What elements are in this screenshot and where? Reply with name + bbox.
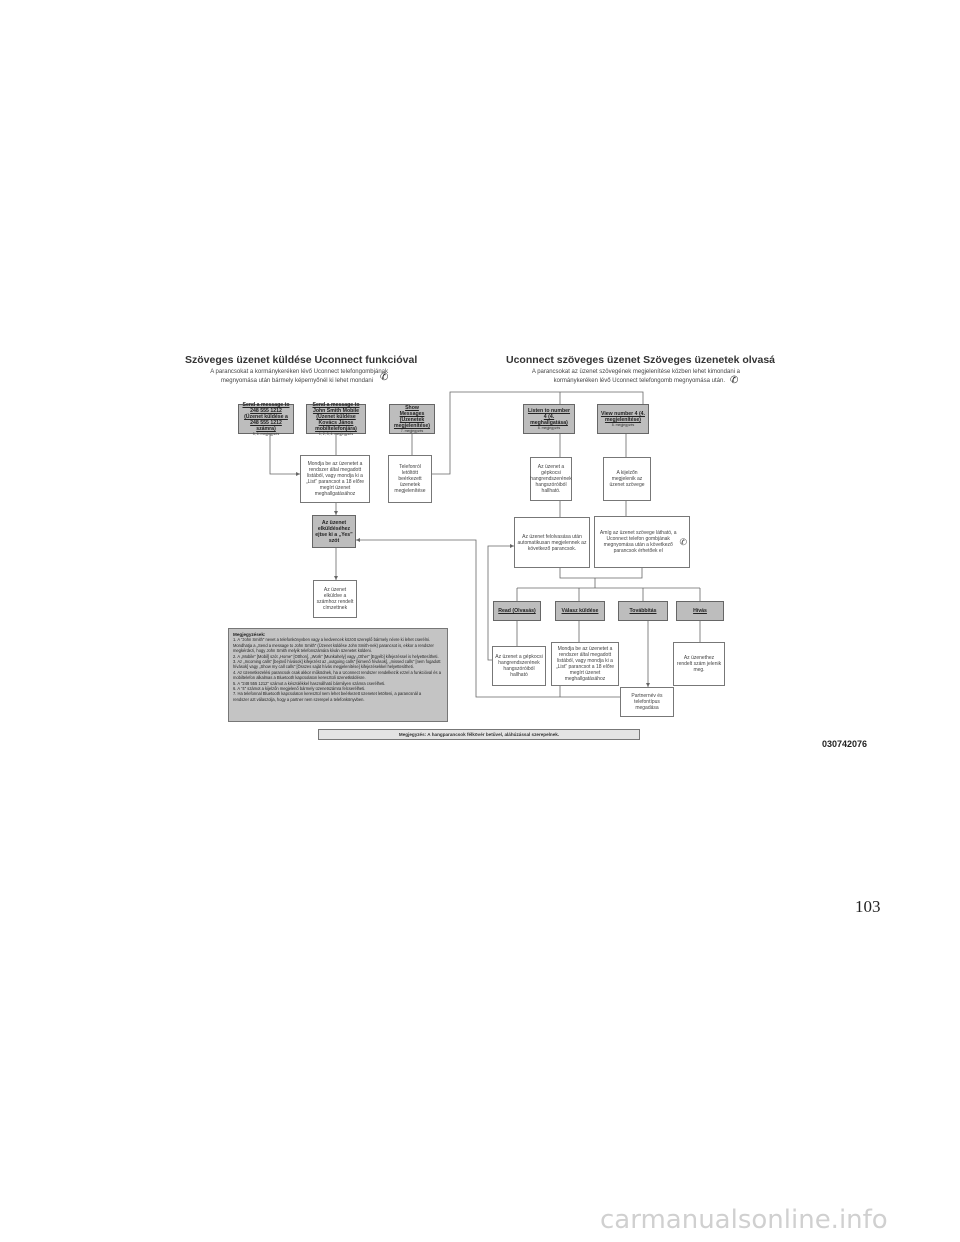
- cmd-view-4-note: 8. megjegyzés: [611, 423, 635, 427]
- cmd-send-number: [238, 404, 294, 434]
- box-call-result: Az üzenethez rendelt szám jelenik meg.: [673, 642, 725, 686]
- cmd-show-messages-label: Show Messages (Üzenetek megjelenítése): [393, 405, 431, 429]
- box-partner: Partnernév és telefontípus megadása: [620, 687, 674, 717]
- box-while-shown: [594, 516, 690, 568]
- left-subtitle-2: megnyomása után bármely képernyőnél ki lehet mondani: [220, 378, 373, 384]
- cmd-call: Hívás: [676, 601, 724, 621]
- box-read-result: Az üzenet a gépkocsi hangrendszerének hangszóróiból hallható: [492, 646, 546, 686]
- box-reply-result: Mondja be az üzenetet a rendszer által megadott listából, vagy mondja ki a „List” parancsot a 18 előre megírt üzenet meghallgatásához: [551, 642, 619, 686]
- note-line: 3. Az „Incoming calls” [bejövő hívások] kifejezést az „outgoing calls” [kimenő hívások], „missed calls” [nem fogadott: [233, 659, 441, 665]
- cmd-forward: Továbbítás: [618, 601, 668, 621]
- box-confirm: Az üzenet elküldéséhez ejtse ki a „Yes” szót: [312, 515, 356, 548]
- cmd-listen-4-note: 8. megjegyzés: [537, 426, 561, 430]
- note-line: 6. A "4" számot a kijelzőn megjelenő bármely üzenetszámra felcserélheti.: [233, 686, 366, 692]
- box-while-shown-text: Amíg az üzenet szövege látható, a Uconnect telefon gombjának megnyomása után a következő parancsok érhetőek el: [599, 530, 677, 554]
- note-line: hívások] vagy „Show my call calls” [Összes saját hívás megjelenítése] kifejezésekkel helyettesítheti.: [233, 664, 414, 670]
- note-line: 7. Ha telefonnal Bluetooth kapcsolaton keresztül nem lehet beérkezett üzenetet letölteni, a parancsnál a: [233, 691, 422, 697]
- cmd-show-messages-note: 7. megjegyzés: [400, 429, 424, 433]
- right-subtitle-2: kormánykeréken lévő Uconnect telefongomb megnyomása után.: [553, 378, 725, 384]
- cmd-show-messages: [389, 404, 435, 434]
- cmd-send-john: [306, 404, 366, 434]
- line-while-cmds: [595, 568, 642, 578]
- note-line: 1. A "John Smith" nevet a telefonkönyvben vagy a kedvencek között szereplő bármely névre ki lehet cserélni.: [233, 637, 431, 643]
- box-car-audio: Az üzenet a gépkocsi hangrendszerének hangszóróiból hallható.: [530, 457, 572, 501]
- cmd-send-number-note: 5, 6. megjegyzés: [252, 432, 280, 436]
- box-say-message: Mondja be az üzenetet a rendszer által megadott listából, vagy mondja ki a „List” parancsot a 18 előre megírt üzenet meghallgatásához: [300, 455, 370, 503]
- cmd-send-john-note: 1, 2, 3, 4. megjegyzés: [318, 432, 354, 436]
- left-subtitle-1: A parancsokat a kormánykeréken lévő Uconnect telefongombjának: [210, 369, 388, 375]
- box-phone-list: Telefonról letöltött beérkezett üzenetek megjelenítése: [388, 455, 432, 503]
- note-line: 5. A "248 555 1212" számot a készülékkel használható bármilyen számra cserélheti.: [233, 680, 386, 686]
- box-sent: Az üzenet elküldve a számhoz rendelt címzettnek: [313, 580, 357, 618]
- note-line: Mondhatja a „Send a message to John Smith” (Üzenet küldése John Smith-nek) parancsot is, ekkor a rendszer: [233, 642, 434, 648]
- watermark: carmanualsonline.info: [600, 1205, 888, 1235]
- phone-icon: ✆: [730, 375, 739, 386]
- cmd-reply: Válasz küldése: [555, 601, 605, 621]
- cmd-send-number-label: Send a message to 248 555 1212 (Üzenet küldése a 248 555 1212 számra): [242, 402, 290, 432]
- notes-heading: Megjegyzések:: [233, 632, 266, 637]
- cmd-read: Read (Olvasás): [493, 601, 541, 621]
- line-send-number: [270, 434, 300, 474]
- note-line: 4. Az üzenetkezelési parancsok csak akkor működnek, ha a Uconnect rendszer rendelkezik ezzel a funkcióval és a: [233, 669, 441, 675]
- phone-icon: ✆: [679, 537, 687, 547]
- note-line: rendszer azt válaszolja, hogy a partner nem szerepel a telefonkönyvben.: [233, 696, 365, 702]
- cmd-send-john-label: Send a message to John Smith Mobile (Üzenet küldése Kovács János mobiltelefonjára): [312, 402, 360, 432]
- cmd-view-4: [597, 404, 649, 434]
- right-title: Uconnect szöveges üzenet Szöveges üzenetek olvasá: [506, 354, 776, 366]
- figure-code: 030742076: [822, 739, 868, 749]
- page-number: 103: [855, 897, 881, 916]
- note-line: megkérdezi, hogy John Smith melyik telefonszámára kíván üzenetet küldeni.: [233, 648, 372, 654]
- notes-panel: [228, 628, 448, 722]
- cmd-listen-4-label: Listen to number 4 (4. meghallgatása): [527, 408, 571, 426]
- left-title: Szöveges üzenet küldése Uconnect funkcióval: [185, 354, 418, 366]
- line-after-cmds: [560, 568, 595, 578]
- note-line: 2. A „Mobile” [Mobil] szót „Home” [Otthon], „Work” [Munkahely] vagy „Other” [Egyéb] kifejezéssel is helyettesítheti.: [233, 653, 439, 659]
- footer-note: Megjegyzés: A hangparancsok félkövér betűvel, aláhúzással szerepelnek.: [318, 729, 640, 740]
- box-after-read: Az üzenet felolvasása után automatikusan megjelennek az következő parancsok.: [514, 517, 590, 568]
- right-subtitle-1: A parancsokat az üzenet szövegének megjelenítése közben lehet kimondani a: [531, 369, 740, 375]
- phone-icon: ✆: [380, 372, 389, 383]
- cmd-view-4-label: View number 4 (4. megjelenítése): [600, 411, 645, 423]
- note-line: mobiltelefon alkalmas a Bluetooth kapcsolaton keresztüli üzenetküldésre.: [233, 675, 366, 681]
- cmd-listen-4: [523, 404, 575, 434]
- box-display: A kijelzőn megjelenik az üzenet szövege: [603, 457, 651, 501]
